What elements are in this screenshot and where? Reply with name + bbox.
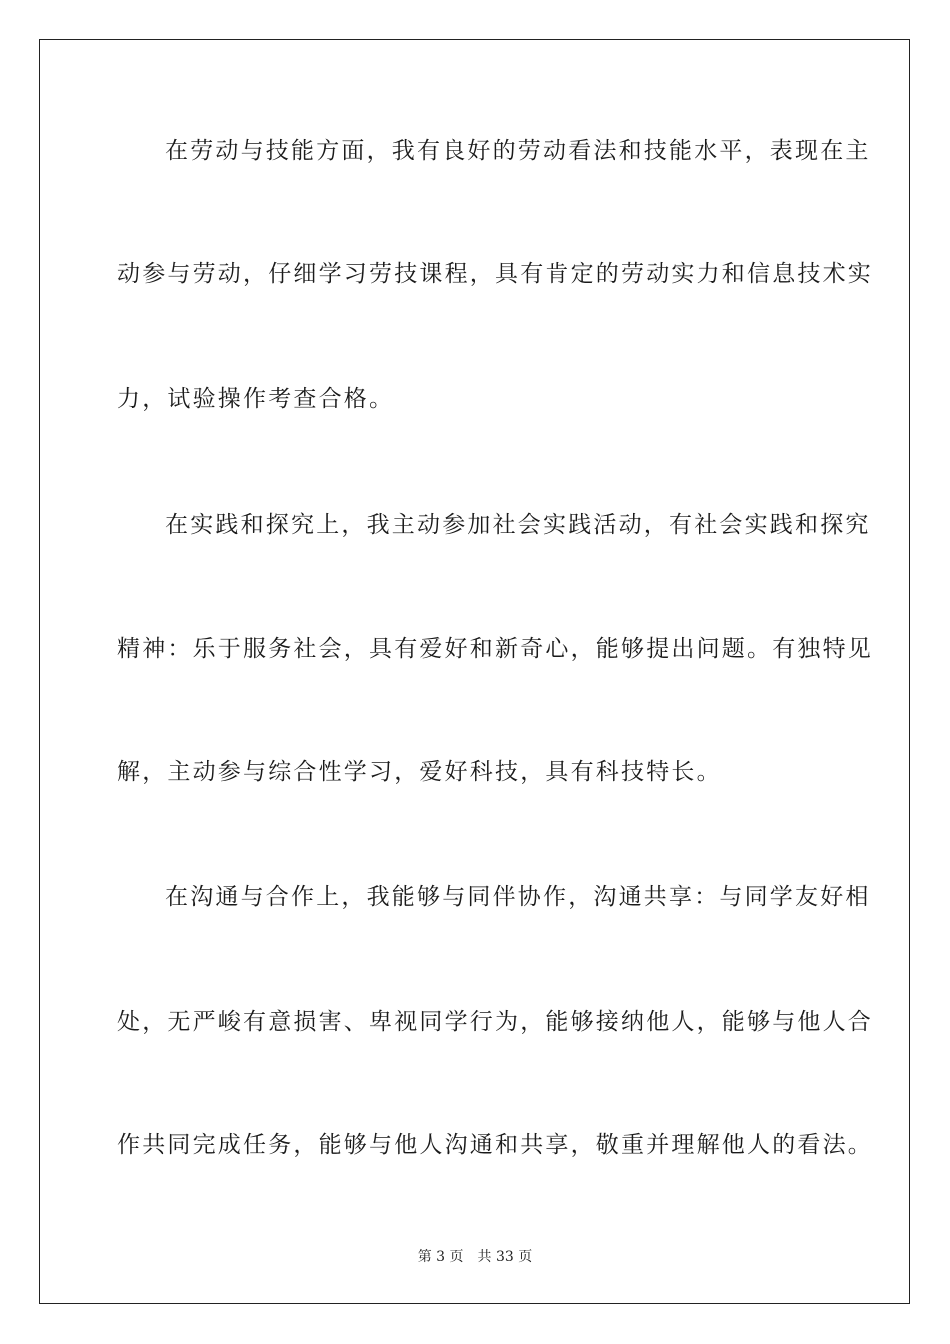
text-line: 作共同完成任务，能够与他人沟通和共享，敬重并理解他人的看法。 — [117, 1132, 873, 1158]
text-line: 在沟通与合作上，我能够与同伴协作，沟通共享：与同学友好相 — [165, 884, 871, 910]
text-line: 动参与劳动，仔细学习劳技课程，具有肯定的劳动实力和信息技术实 — [117, 261, 873, 287]
text-line: 力，试验操作考查合格。 — [117, 386, 395, 412]
text-line: 精神：乐于服务社会，具有爱好和新奇心，能够提出问题。有独特见 — [117, 636, 873, 662]
text-line: 处，无严峻有意损害、卑视同学行为，能够接纳他人，能够与他人合 — [117, 1009, 873, 1035]
text-line: 在劳动与技能方面，我有良好的劳动看法和技能水平，表现在主 — [165, 138, 871, 164]
text-line: 在实践和探究上，我主动参加社会实践活动，有社会实践和探究 — [165, 512, 871, 538]
page-border — [39, 39, 910, 1304]
text-line: 解，主动参与综合性学习，爱好科技，具有科技特长。 — [117, 759, 722, 785]
page-number-footer: 第 3 页 共 33 页 — [417, 1249, 533, 1265]
